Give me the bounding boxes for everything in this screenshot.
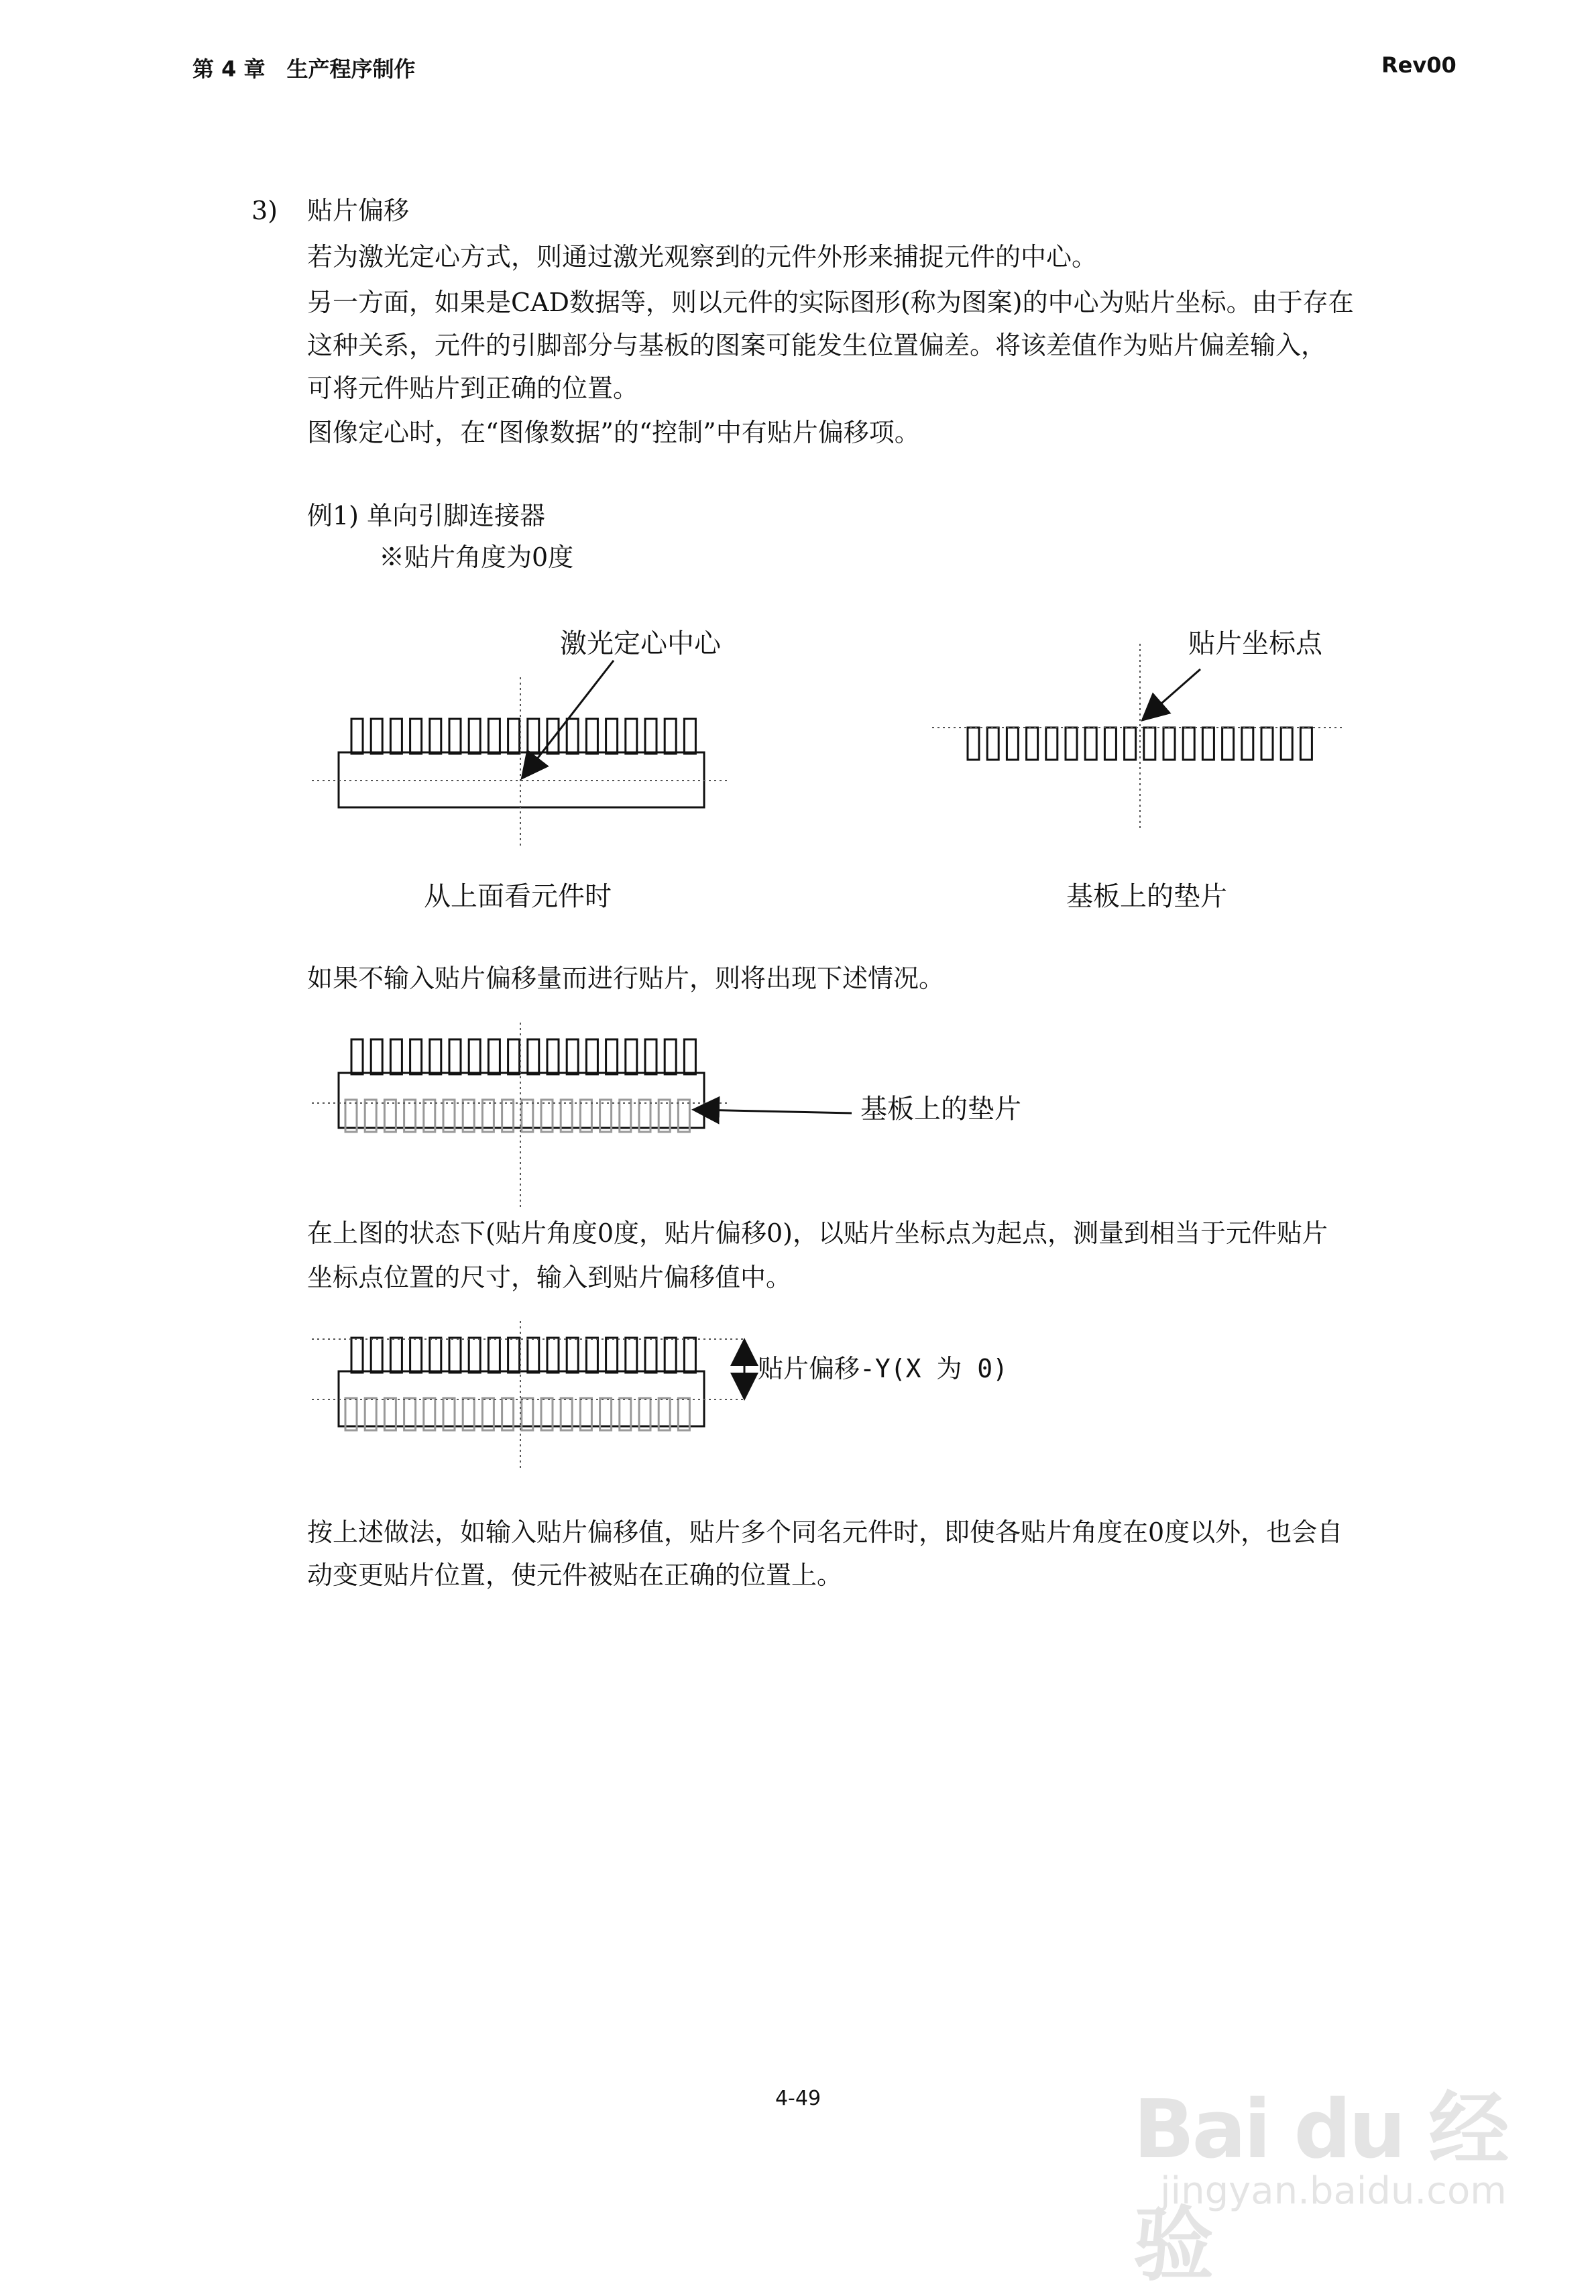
board-pad: [1242, 728, 1253, 760]
component-pin: [684, 719, 695, 754]
left-caption: 从上面看元件时: [424, 881, 612, 912]
component-pin: [528, 1039, 539, 1074]
component-pin: [567, 1039, 578, 1074]
component-pin: [469, 719, 480, 754]
pad-arrow: [697, 1110, 852, 1113]
component-pin: [645, 719, 657, 754]
component-pin: [371, 719, 382, 754]
board-pad: [1163, 728, 1175, 760]
example-note: ※贴片角度为0度: [379, 542, 574, 572]
board-pad: [1261, 728, 1273, 760]
component-pin: [508, 1039, 520, 1074]
paragraph-line: 可将元件贴片到正确的位置。: [307, 374, 639, 403]
component-pin: [665, 1039, 676, 1074]
component-pin: [626, 1338, 637, 1373]
board-pad: [1007, 728, 1018, 760]
component-pin: [410, 1338, 422, 1373]
component-pin: [488, 1338, 500, 1373]
component-pin: [547, 719, 559, 754]
paragraph-line: 按上述做法，如输入贴片偏移值，贴片多个同名元件时，即使各贴片角度在0度以外，也会自: [307, 1517, 1343, 1547]
offset-y-label: 贴片偏移-Y(X 为 0): [758, 1354, 1009, 1383]
baidu-watermark-logo: [1133, 2052, 1516, 2292]
board-pad: [1144, 728, 1155, 760]
component-pin: [684, 1338, 695, 1373]
component-pin: [390, 1039, 402, 1074]
placement-point-label: 贴片坐标点: [1188, 628, 1322, 659]
board-pad: [1183, 728, 1194, 760]
paragraph-line: 若为激光定心方式，则通过激光观察到的元件外形来捕捉元件的中心。: [307, 242, 1098, 272]
board-pad: [1222, 728, 1234, 760]
paragraph-line: 动变更贴片位置，使元件被贴在正确的位置上。: [307, 1560, 843, 1590]
component-pin: [684, 1039, 695, 1074]
component-pin: [430, 719, 441, 754]
component-pin: [606, 1338, 618, 1373]
pad-label: 基板上的垫片: [860, 1094, 1021, 1125]
paragraph-line: 这种关系，元件的引脚部分与基板的图案可能发生位置偏差。将该差值作为贴片偏差输入，: [307, 331, 1327, 360]
component-pin: [567, 719, 578, 754]
component-pin: [469, 1039, 480, 1074]
component-pin: [586, 1039, 597, 1074]
watermark-url: jingyan.baidu.com: [1160, 2169, 1507, 2213]
board-pad: [1202, 728, 1214, 760]
component-pin: [488, 719, 500, 754]
component-pin: [665, 1338, 676, 1373]
board-pad: [1125, 728, 1136, 760]
component-pin: [606, 1039, 618, 1074]
board-pad: [1027, 728, 1038, 760]
board-pad: [987, 728, 999, 760]
component-pin: [351, 1338, 363, 1373]
page-number: 4-49: [775, 2087, 821, 2110]
placement-point-arrow: [1145, 669, 1200, 718]
component-pin: [469, 1338, 480, 1373]
paragraph-line: 坐标点位置的尺寸，输入到贴片偏移值中。: [307, 1263, 792, 1292]
component-pin: [488, 1039, 500, 1074]
laser-center-label: 激光定心中心: [560, 628, 721, 659]
component-pin: [508, 719, 520, 754]
component-pin: [371, 1338, 382, 1373]
component-pin: [567, 1338, 578, 1373]
component-pin: [351, 1039, 363, 1074]
component-pin: [606, 719, 618, 754]
component-pin: [547, 1338, 559, 1373]
right-caption: 基板上的垫片: [1066, 881, 1227, 912]
watermark-brand: Bai du 经验: [1133, 2083, 1507, 2292]
component-pin: [586, 1338, 597, 1373]
example-title: 例1) 单向引脚连接器: [307, 501, 546, 530]
component-pin: [430, 1039, 441, 1074]
chapter-header: 第 4 章 生产程序制作: [192, 56, 416, 82]
board-pad: [1281, 728, 1292, 760]
component-pin: [645, 1338, 657, 1373]
component-pin: [645, 1039, 657, 1074]
revision-label: Rev00: [1381, 52, 1457, 78]
component-pin: [371, 1039, 382, 1074]
paragraph-line: 在上图的状态下(贴片角度0度，贴片偏移0)，以贴片坐标点为起点，测量到相当于元件贴片: [307, 1218, 1328, 1248]
component-pin: [665, 719, 676, 754]
paragraph-line: 图像定心时，在“图像数据”的“控制”中有贴片偏移项。: [307, 418, 920, 447]
component-pin: [626, 719, 637, 754]
component-pin: [508, 1338, 520, 1373]
component-pin: [449, 1039, 461, 1074]
component-pin: [528, 1338, 539, 1373]
component-pin: [586, 719, 597, 754]
component-pin: [410, 1039, 422, 1074]
board-pad: [968, 728, 979, 760]
board-pad: [1085, 728, 1096, 760]
paragraph-line: 如果不输入贴片偏移量而进行贴片，则将出现下述情况。: [307, 964, 945, 993]
component-pin: [528, 719, 539, 754]
board-pad: [1046, 728, 1058, 760]
board-pad: [1300, 728, 1312, 760]
component-pin: [390, 1338, 402, 1373]
board-pad: [1104, 728, 1116, 760]
component-pin: [449, 1338, 461, 1373]
component-pin: [449, 719, 461, 754]
component-pin: [547, 1039, 559, 1074]
board-pad: [1066, 728, 1077, 760]
component-pin: [390, 719, 402, 754]
component-pin: [410, 719, 422, 754]
component-pin: [626, 1039, 637, 1074]
section-number: 3): [251, 196, 278, 225]
paragraph-line: 另一方面，如果是CAD数据等，则以元件的实际图形(称为图案)的中心为贴片坐标。由于存在: [307, 288, 1354, 317]
component-pin: [351, 719, 363, 754]
section-title: 贴片偏移: [307, 196, 410, 225]
component-pin: [430, 1338, 441, 1373]
